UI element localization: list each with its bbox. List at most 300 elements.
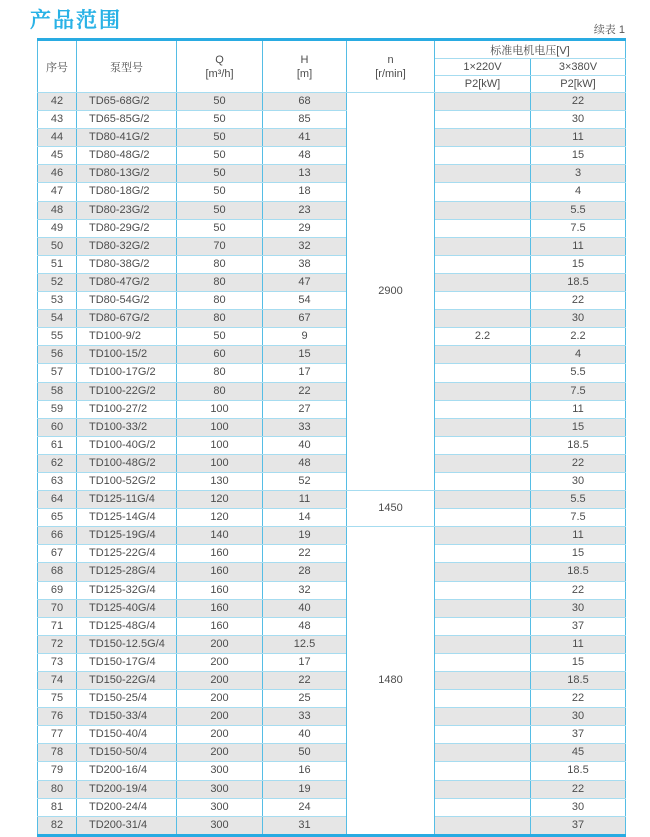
power-220-cell <box>435 111 531 129</box>
flow-cell: 50 <box>177 111 263 129</box>
head-cell: 19 <box>263 780 347 798</box>
seq-cell: 71 <box>38 617 77 635</box>
speed-cell: 1480 <box>347 527 435 836</box>
flow-cell: 80 <box>177 310 263 328</box>
power-380-cell: 2.2 <box>531 328 626 346</box>
head-cell: 17 <box>263 364 347 382</box>
power-380-cell: 37 <box>531 816 626 835</box>
header-head <box>263 40 347 93</box>
seq-cell: 79 <box>38 762 77 780</box>
power-380-cell: 37 <box>531 617 626 635</box>
seq-cell: 51 <box>38 255 77 273</box>
model-cell: TD100-15/2 <box>77 346 177 364</box>
table-row <box>38 165 626 183</box>
model-cell: TD125-32G/4 <box>77 581 177 599</box>
power-380-cell: 15 <box>531 653 626 671</box>
power-380-cell: 22 <box>531 454 626 472</box>
head-cell: 33 <box>263 418 347 436</box>
flow-cell: 160 <box>177 581 263 599</box>
seq-cell: 69 <box>38 581 77 599</box>
model-cell: TD150-25/4 <box>77 690 177 708</box>
table-row <box>38 690 626 708</box>
model-cell: TD65-68G/2 <box>77 93 177 111</box>
power-380-cell: 18.5 <box>531 273 626 291</box>
power-220-cell <box>435 653 531 671</box>
head-cell: 14 <box>263 509 347 527</box>
table-row <box>38 563 626 581</box>
seq-cell: 50 <box>38 237 77 255</box>
header-speed-symbol: n <box>387 53 394 66</box>
model-cell: TD80-32G/2 <box>77 237 177 255</box>
head-cell: 22 <box>263 672 347 690</box>
model-cell: TD80-54G/2 <box>77 292 177 310</box>
head-cell: 25 <box>263 690 347 708</box>
flow-cell: 300 <box>177 762 263 780</box>
seq-cell: 47 <box>38 183 77 201</box>
model-cell: TD200-19/4 <box>77 780 177 798</box>
power-220-cell <box>435 816 531 835</box>
head-cell: 11 <box>263 491 347 509</box>
flow-cell: 50 <box>177 201 263 219</box>
table-row <box>38 798 626 816</box>
model-cell: TD65-85G/2 <box>77 111 177 129</box>
head-cell: 40 <box>263 599 347 617</box>
speed-cell: 1450 <box>347 491 435 527</box>
flow-cell: 100 <box>177 400 263 418</box>
head-cell: 40 <box>263 726 347 744</box>
power-220-cell <box>435 129 531 147</box>
seq-cell: 63 <box>38 472 77 490</box>
seq-cell: 67 <box>38 545 77 563</box>
table-row <box>38 653 626 671</box>
power-380-cell: 18.5 <box>531 762 626 780</box>
power-380-cell: 11 <box>531 237 626 255</box>
power-380-cell: 7.5 <box>531 382 626 400</box>
flow-cell: 160 <box>177 617 263 635</box>
power-220-cell <box>435 581 531 599</box>
table-row <box>38 219 626 237</box>
power-380-cell: 15 <box>531 545 626 563</box>
table-row <box>38 364 626 382</box>
seq-cell: 66 <box>38 527 77 545</box>
flow-cell: 200 <box>177 726 263 744</box>
table-row <box>38 780 626 798</box>
power-380-cell: 4 <box>531 183 626 201</box>
header-speed <box>347 40 435 93</box>
power-380-cell: 15 <box>531 418 626 436</box>
power-220-cell <box>435 165 531 183</box>
head-cell: 33 <box>263 708 347 726</box>
model-cell: TD80-41G/2 <box>77 129 177 147</box>
flow-cell: 120 <box>177 491 263 509</box>
header-flow-symbol: Q <box>215 53 224 66</box>
table-row <box>38 328 626 346</box>
head-cell: 50 <box>263 744 347 762</box>
power-380-cell: 15 <box>531 255 626 273</box>
power-220-cell <box>435 292 531 310</box>
head-cell: 12.5 <box>263 635 347 653</box>
head-cell: 22 <box>263 545 347 563</box>
head-cell: 54 <box>263 292 347 310</box>
head-cell: 85 <box>263 111 347 129</box>
flow-cell: 50 <box>177 129 263 147</box>
seq-cell: 49 <box>38 219 77 237</box>
flow-cell: 50 <box>177 328 263 346</box>
flow-cell: 300 <box>177 780 263 798</box>
table-row <box>38 400 626 418</box>
continuation-note: 续表 1 <box>593 24 625 36</box>
seq-cell: 80 <box>38 780 77 798</box>
model-cell: TD150-17G/4 <box>77 653 177 671</box>
model-cell: TD125-48G/4 <box>77 617 177 635</box>
flow-cell: 80 <box>177 273 263 291</box>
power-220-cell <box>435 93 531 111</box>
head-cell: 28 <box>263 563 347 581</box>
table-row <box>38 382 626 400</box>
model-cell: TD150-12.5G/4 <box>77 635 177 653</box>
table-row <box>38 111 626 129</box>
model-cell: TD80-48G/2 <box>77 147 177 165</box>
header-power-380: P2[kW] <box>531 76 626 93</box>
table-row <box>38 762 626 780</box>
flow-cell: 120 <box>177 509 263 527</box>
flow-cell: 200 <box>177 744 263 762</box>
model-cell: TD125-40G/4 <box>77 599 177 617</box>
table-row <box>38 183 626 201</box>
seq-cell: 44 <box>38 129 77 147</box>
power-380-cell: 5.5 <box>531 201 626 219</box>
head-cell: 24 <box>263 798 347 816</box>
header-voltage-group: 标准电机电压[V] <box>435 40 626 59</box>
seq-cell: 59 <box>38 400 77 418</box>
power-220-cell <box>435 599 531 617</box>
power-220-cell <box>435 726 531 744</box>
flow-cell: 50 <box>177 165 263 183</box>
head-cell: 16 <box>263 762 347 780</box>
table-row <box>38 346 626 364</box>
flow-cell: 100 <box>177 436 263 454</box>
model-cell: TD200-16/4 <box>77 762 177 780</box>
head-cell: 48 <box>263 147 347 165</box>
seq-cell: 75 <box>38 690 77 708</box>
header-speed-unit: [r/min] <box>375 67 406 80</box>
power-220-cell <box>435 491 531 509</box>
power-380-cell: 11 <box>531 527 626 545</box>
seq-cell: 81 <box>38 798 77 816</box>
seq-cell: 46 <box>38 165 77 183</box>
power-220-cell <box>435 690 531 708</box>
flow-cell: 100 <box>177 418 263 436</box>
power-220-cell <box>435 762 531 780</box>
model-cell: TD200-31/4 <box>77 816 177 835</box>
flow-cell: 200 <box>177 672 263 690</box>
flow-cell: 70 <box>177 237 263 255</box>
head-cell: 52 <box>263 472 347 490</box>
table-row <box>38 599 626 617</box>
model-cell: TD80-13G/2 <box>77 165 177 183</box>
table-row <box>38 816 626 835</box>
head-cell: 19 <box>263 527 347 545</box>
flow-cell: 200 <box>177 690 263 708</box>
power-220-cell <box>435 364 531 382</box>
flow-cell: 100 <box>177 454 263 472</box>
seq-cell: 72 <box>38 635 77 653</box>
head-cell: 18 <box>263 183 347 201</box>
power-380-cell: 22 <box>531 93 626 111</box>
seq-cell: 58 <box>38 382 77 400</box>
power-380-cell: 18.5 <box>531 672 626 690</box>
power-220-cell <box>435 237 531 255</box>
seq-cell: 56 <box>38 346 77 364</box>
head-cell: 31 <box>263 816 347 835</box>
header-power-220: P2[kW] <box>435 76 531 93</box>
table-row <box>38 147 626 165</box>
model-cell: TD200-24/4 <box>77 798 177 816</box>
seq-cell: 57 <box>38 364 77 382</box>
model-cell: TD125-22G/4 <box>77 545 177 563</box>
flow-cell: 200 <box>177 708 263 726</box>
model-cell: TD100-22G/2 <box>77 382 177 400</box>
table-body <box>38 93 626 836</box>
power-380-cell: 22 <box>531 780 626 798</box>
power-380-cell: 7.5 <box>531 509 626 527</box>
power-380-cell: 18.5 <box>531 436 626 454</box>
flow-cell: 60 <box>177 346 263 364</box>
power-380-cell: 30 <box>531 310 626 328</box>
product-range-table <box>37 38 626 837</box>
seq-cell: 61 <box>38 436 77 454</box>
head-cell: 40 <box>263 436 347 454</box>
head-cell: 67 <box>263 310 347 328</box>
seq-cell: 82 <box>38 816 77 835</box>
power-380-cell: 37 <box>531 726 626 744</box>
model-cell: TD100-33/2 <box>77 418 177 436</box>
power-220-cell <box>435 780 531 798</box>
power-220-cell <box>435 346 531 364</box>
power-380-cell: 4 <box>531 346 626 364</box>
table-row <box>38 273 626 291</box>
seq-cell: 76 <box>38 708 77 726</box>
seq-cell: 78 <box>38 744 77 762</box>
page-title: 产品范围 <box>30 9 122 32</box>
model-cell: TD100-52G/2 <box>77 472 177 490</box>
model-cell: TD80-29G/2 <box>77 219 177 237</box>
table-header <box>38 40 626 93</box>
power-380-cell: 22 <box>531 690 626 708</box>
power-220-cell <box>435 454 531 472</box>
seq-cell: 45 <box>38 147 77 165</box>
power-380-cell: 11 <box>531 129 626 147</box>
flow-cell: 50 <box>177 147 263 165</box>
model-cell: TD150-33/4 <box>77 708 177 726</box>
power-380-cell: 30 <box>531 708 626 726</box>
seq-cell: 42 <box>38 93 77 111</box>
table-row <box>38 418 626 436</box>
header-head-unit: [m] <box>296 67 313 80</box>
model-cell: TD80-23G/2 <box>77 201 177 219</box>
table-row <box>38 93 626 111</box>
model-cell: TD100-9/2 <box>77 328 177 346</box>
power-220-cell <box>435 617 531 635</box>
table-row <box>38 509 626 527</box>
power-220-cell <box>435 436 531 454</box>
seq-cell: 64 <box>38 491 77 509</box>
head-cell: 9 <box>263 328 347 346</box>
head-cell: 13 <box>263 165 347 183</box>
power-220-cell <box>435 635 531 653</box>
seq-cell: 77 <box>38 726 77 744</box>
seq-cell: 74 <box>38 672 77 690</box>
power-220-cell <box>435 400 531 418</box>
seq-cell: 60 <box>38 418 77 436</box>
model-cell: TD125-14G/4 <box>77 509 177 527</box>
table-row <box>38 472 626 490</box>
table-row <box>38 581 626 599</box>
power-220-cell <box>435 147 531 165</box>
seq-cell: 70 <box>38 599 77 617</box>
model-cell: TD100-40G/2 <box>77 436 177 454</box>
power-380-cell: 45 <box>531 744 626 762</box>
header-voltage-380: 3×380V <box>531 59 626 76</box>
head-cell: 38 <box>263 255 347 273</box>
power-220-cell: 2.2 <box>435 328 531 346</box>
head-cell: 32 <box>263 581 347 599</box>
flow-cell: 300 <box>177 798 263 816</box>
head-cell: 47 <box>263 273 347 291</box>
seq-cell: 43 <box>38 111 77 129</box>
seq-cell: 55 <box>38 328 77 346</box>
power-220-cell <box>435 183 531 201</box>
seq-cell: 54 <box>38 310 77 328</box>
table-row <box>38 545 626 563</box>
head-cell: 48 <box>263 454 347 472</box>
header-voltage-220: 1×220V <box>435 59 531 76</box>
power-220-cell <box>435 201 531 219</box>
model-cell: TD125-28G/4 <box>77 563 177 581</box>
table-row <box>38 744 626 762</box>
table-row <box>38 237 626 255</box>
model-cell: TD80-67G/2 <box>77 310 177 328</box>
power-380-cell: 18.5 <box>531 563 626 581</box>
power-220-cell <box>435 527 531 545</box>
head-cell: 22 <box>263 382 347 400</box>
power-220-cell <box>435 219 531 237</box>
head-cell: 27 <box>263 400 347 418</box>
power-380-cell: 5.5 <box>531 364 626 382</box>
head-cell: 48 <box>263 617 347 635</box>
power-380-cell: 30 <box>531 472 626 490</box>
flow-cell: 160 <box>177 563 263 581</box>
power-380-cell: 15 <box>531 147 626 165</box>
table-row <box>38 292 626 310</box>
power-380-cell: 22 <box>531 581 626 599</box>
power-220-cell <box>435 255 531 273</box>
power-380-cell: 22 <box>531 292 626 310</box>
model-cell: TD100-48G/2 <box>77 454 177 472</box>
head-cell: 23 <box>263 201 347 219</box>
table-row <box>38 436 626 454</box>
head-cell: 15 <box>263 346 347 364</box>
model-cell: TD80-38G/2 <box>77 255 177 273</box>
seq-cell: 62 <box>38 454 77 472</box>
model-cell: TD125-11G/4 <box>77 491 177 509</box>
table-row <box>38 129 626 147</box>
table-row <box>38 672 626 690</box>
seq-cell: 48 <box>38 201 77 219</box>
seq-cell: 65 <box>38 509 77 527</box>
power-380-cell: 7.5 <box>531 219 626 237</box>
flow-cell: 300 <box>177 816 263 835</box>
table-row <box>38 708 626 726</box>
head-cell: 68 <box>263 93 347 111</box>
model-cell: TD100-17G/2 <box>77 364 177 382</box>
model-cell: TD80-47G/2 <box>77 273 177 291</box>
seq-cell: 53 <box>38 292 77 310</box>
flow-cell: 130 <box>177 472 263 490</box>
head-cell: 41 <box>263 129 347 147</box>
power-220-cell <box>435 563 531 581</box>
head-cell: 29 <box>263 219 347 237</box>
header-head-symbol: H <box>300 53 309 66</box>
seq-cell: 52 <box>38 273 77 291</box>
flow-cell: 50 <box>177 219 263 237</box>
power-220-cell <box>435 418 531 436</box>
flow-cell: 80 <box>177 255 263 273</box>
model-cell: TD80-18G/2 <box>77 183 177 201</box>
head-cell: 32 <box>263 237 347 255</box>
model-cell: TD150-40/4 <box>77 726 177 744</box>
flow-cell: 140 <box>177 527 263 545</box>
header-flow <box>177 40 263 93</box>
header-row-1 <box>38 40 626 59</box>
table-row <box>38 491 626 509</box>
flow-cell: 50 <box>177 93 263 111</box>
header-seq: 序号 <box>38 40 77 93</box>
power-220-cell <box>435 744 531 762</box>
table-row <box>38 255 626 273</box>
model-cell: TD150-50/4 <box>77 744 177 762</box>
table-row <box>38 617 626 635</box>
power-220-cell <box>435 509 531 527</box>
power-220-cell <box>435 273 531 291</box>
flow-cell: 50 <box>177 183 263 201</box>
head-cell: 17 <box>263 653 347 671</box>
flow-cell: 80 <box>177 292 263 310</box>
power-380-cell: 3 <box>531 165 626 183</box>
power-220-cell <box>435 798 531 816</box>
model-cell: TD100-27/2 <box>77 400 177 418</box>
flow-cell: 80 <box>177 364 263 382</box>
power-380-cell: 5.5 <box>531 491 626 509</box>
power-220-cell <box>435 472 531 490</box>
power-380-cell: 30 <box>531 111 626 129</box>
seq-cell: 73 <box>38 653 77 671</box>
flow-cell: 200 <box>177 653 263 671</box>
power-380-cell: 30 <box>531 798 626 816</box>
power-380-cell: 30 <box>531 599 626 617</box>
table-row <box>38 635 626 653</box>
speed-cell: 2900 <box>347 93 435 491</box>
power-220-cell <box>435 672 531 690</box>
power-220-cell <box>435 545 531 563</box>
flow-cell: 80 <box>177 382 263 400</box>
power-220-cell <box>435 310 531 328</box>
power-220-cell <box>435 708 531 726</box>
table-row <box>38 201 626 219</box>
flow-cell: 200 <box>177 635 263 653</box>
model-cell: TD150-22G/4 <box>77 672 177 690</box>
table-row <box>38 726 626 744</box>
